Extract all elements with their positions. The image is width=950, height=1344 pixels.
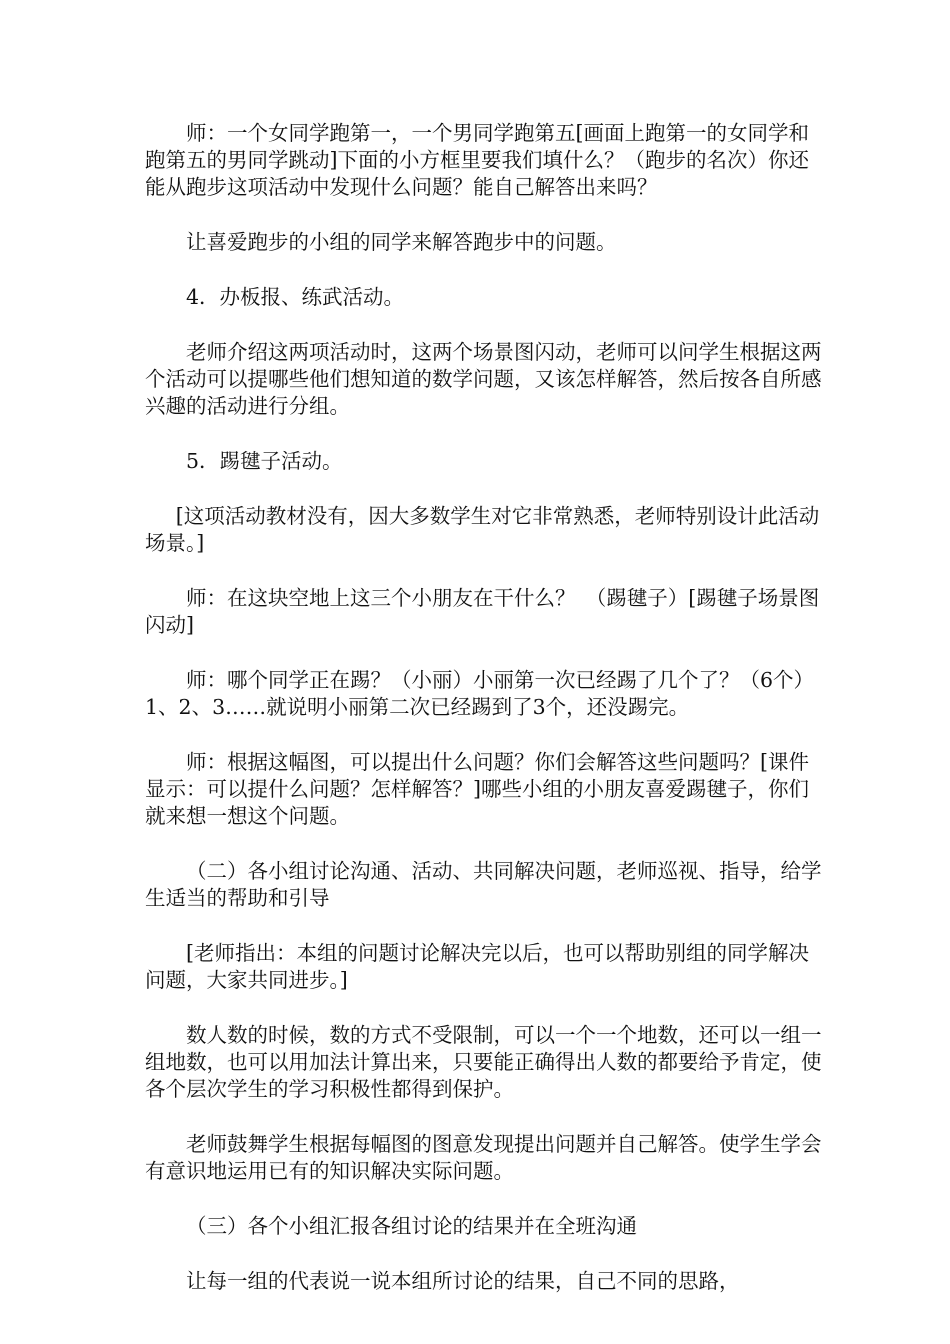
paragraph-heading-5: 5．踢毽子活动。 (186, 449, 343, 473)
paragraph-note-shuttlecock: [这项活动教材没有，因大多数学生对它非常熟悉，老师特别设计此活动场景。] (145, 504, 820, 555)
paragraph-teacher-running: 师：一个女同学跑第一，一个男同学跑第五[画面上跑第一的女同学和跑第五的男同学跳动]下面的小方框里要我们填什么？（跑步的名次）你还能从跑步这项活动中发现什么问题？能自己解答出来吗？ (145, 121, 809, 199)
paragraph-report: 让每一组的代表说一说本组所讨论的结果，自己不同的思路， (186, 1269, 740, 1293)
paragraph-counting: 数人数的时候，数的方式不受限制，可以一个一个地数，还可以一组一组地数，也可以用加法计算出来，只要能正确得出人数的都要给予肯定，使各个层次学生的学习积极性都得到保护。 (145, 1023, 822, 1101)
paragraph-section-2: （二）各小组讨论沟通、活动、共同解决问题，老师巡视、指导，给学生适当的帮助和引导 (145, 859, 822, 910)
paragraph-teacher-question-2: 师：哪个同学正在踢？（小丽）小丽第一次已经踢了几个了？（6个）1、2、3……就说明小丽第二次已经踢到了3个，还没踢完。 (145, 668, 815, 719)
paragraph-encourage: 老师鼓舞学生根据每幅图的图意发现提出问题并自己解答。使学生学会有意识地运用已有的知识解决实际问题。 (145, 1132, 822, 1183)
paragraph-teacher-question-3: 师：根据这幅图，可以提出什么问题？你们会解答这些问题吗？[课件显示：可以提什么问题？怎样解答？]哪些小组的小朋友喜爱踢毽子，你们就来想一想这个问题。 (145, 750, 809, 828)
paragraph-heading-4: 4．办板报、练武活动。 (186, 285, 405, 309)
paragraph-section-3: （三）各个小组汇报各组讨论的结果并在全班沟通 (186, 1214, 637, 1238)
paragraph-running-group: 让喜爱跑步的小组的同学来解答跑步中的问题。 (186, 230, 617, 254)
paragraph-teacher-question-1: 师：在这块空地上这三个小朋友在干什么？ （踢毽子）[踢毽子场景图闪动] (145, 586, 820, 637)
document-body (145, 120, 825, 1323)
paragraph-teacher-intro: 老师介绍这两项活动时，这两个场景图闪动，老师可以问学生根据这两个活动可以提哪些他们想知道的数学问题，又该怎样解答，然后按各自所感兴趣的活动进行分组。 (145, 340, 822, 418)
paragraph-teacher-note: [老师指出：本组的问题讨论解决完以后，也可以帮助别组的同学解决问题，大家共同进步。] (145, 941, 809, 992)
